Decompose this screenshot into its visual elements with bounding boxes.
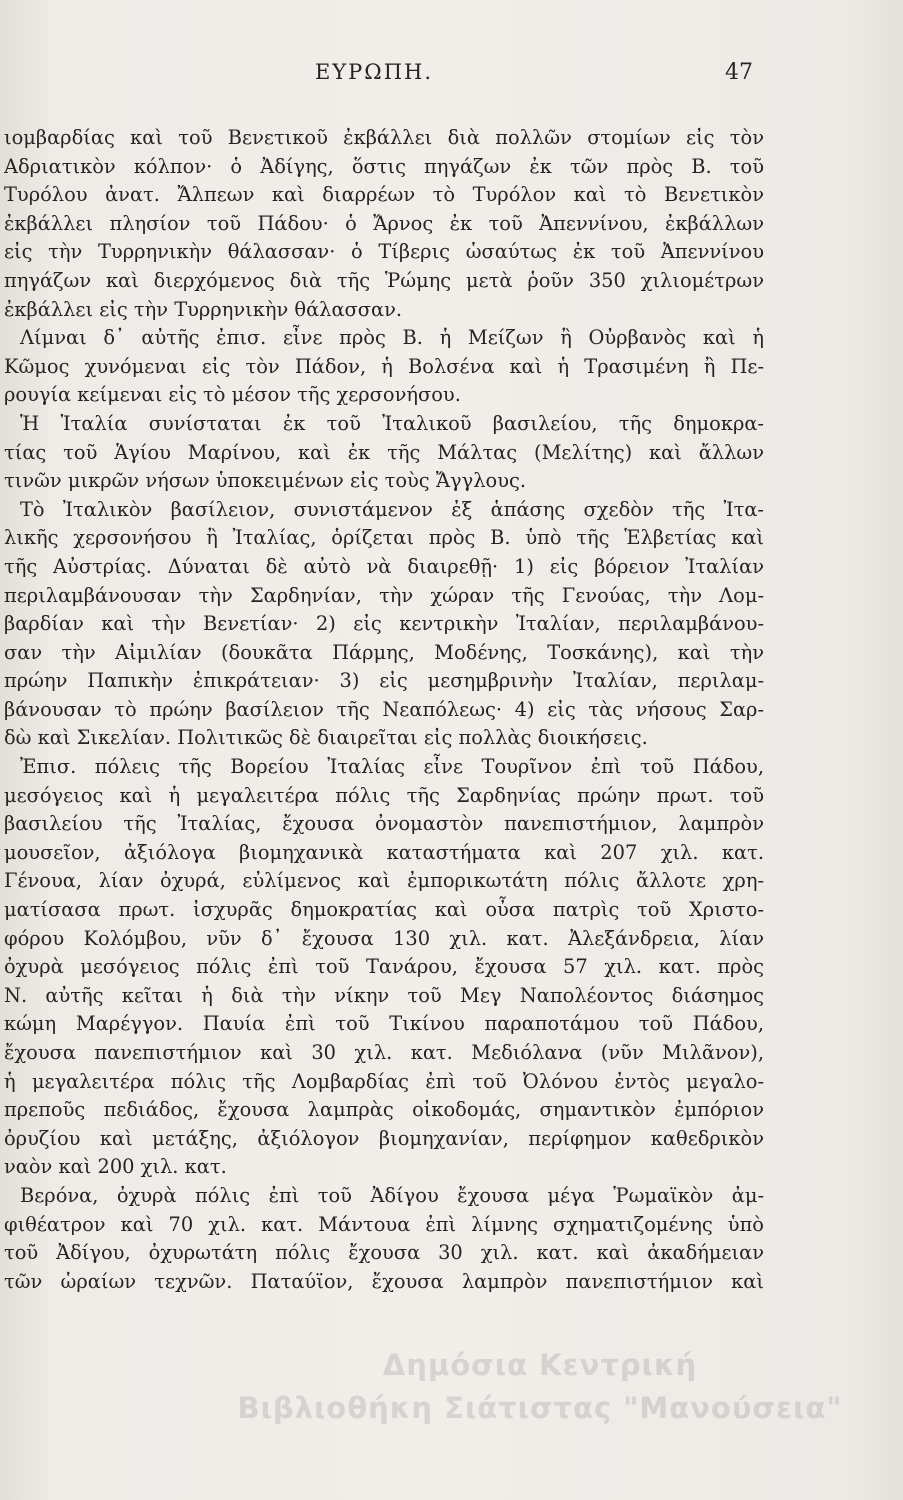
text-line: Τυρόλου ἀνατ. Ἄλπεων καὶ διαρρέων τὸ Τυρόλον καὶ τὸ Βενετικὸν	[4, 183, 764, 207]
text-line: φόρου Κολόμβου, νῦν δ᾽ ἔχουσα 130 χιλ. κατ. Ἀλεξάνδρεια, λίαν	[4, 926, 764, 950]
text-line: περιλαμβάνουσαν τὴν Σαρδηνίαν, τὴν χώραν τῆς Γενούας, τὴν Λομ-	[4, 583, 764, 607]
text-line: δὼ καὶ Σικελίαν. Πολιτικῶς δὲ διαιρεῖται εἰς πολλὰς διοικήσεις.	[4, 726, 648, 750]
text-line: πρεποῦς πεδιάδος, ἔχουσα λαμπρὰς οἰκοδομάς, σημαντικὸν ἐμπόριον	[4, 1098, 764, 1122]
text-line: βαρδίαν καὶ τὴν Βενετίαν· 2) εἰς κεντρικὴν Ἰταλίαν, περιλαμβάνου-	[4, 612, 764, 636]
text-line: ρουγία κείμεναι εἰς τὸ μέσον τῆς χερσονήσου.	[4, 383, 461, 407]
text-line: λικῆς χερσονήσου ἢ Ἰταλίας, ὁρίζεται πρὸς Β. ὑπὸ τῆς Ἑλβετίας καὶ	[4, 526, 764, 550]
text-line: πρώην Παπικὴν ἐπικράτειαν· 3) εἰς μεσημβρινὴν Ἰταλίαν, περιλαμ-	[4, 669, 764, 693]
text-line: τοῦ Ἀδίγου, ὀχυρωτάτη πόλις ἔχουσα 30 χιλ. κατ. καὶ ἀκαδήμειαν	[4, 1241, 764, 1265]
text-line: ὀχυρὰ μεσόγειος πόλις ἐπὶ τοῦ Τανάρου, ἔχουσα 57 χιλ. κατ. πρὸς	[4, 955, 764, 979]
library-watermark-line-1: Δημόσια Κεντρική	[382, 1348, 698, 1382]
running-head-title: ΕΥΡΩΠΗ.	[314, 60, 434, 84]
running-head	[0, 60, 903, 100]
text-line: ιομβαρδίας καὶ τοῦ Βενετικοῦ ἐκβάλλει διὰ πολλῶν στομίων εἰς τὸν	[4, 126, 764, 149]
text-line: ὀρυζίου καὶ μετάξης, ἀξιόλογον βιομηχανίαν, περίφημον καθεδρικὸν	[4, 1126, 764, 1150]
text-line: τίας τοῦ Ἁγίου Μαρίνου, καὶ ἐκ τῆς Μάλτας (Μελίτης) καὶ ἄλλων	[4, 440, 764, 464]
text-line: βάνουσαν τὸ πρώην βασίλειον τῆς Νεαπόλεως· 4) εἰς τὰς νήσους Σαρ-	[4, 697, 764, 721]
library-watermark-line-2: Βιβλιοθήκη Σιάτιστας "Μανούσεια"	[237, 1391, 843, 1425]
text-line: Ν. αὐτῆς κεῖται ἡ διὰ τὴν νίκην τοῦ Μεγ Ναπολέοντος διάσημος	[4, 983, 764, 1007]
text-line: τῶν ὡραίων τεχνῶν. Παταύϊον, ἔχουσα λαμπρὸν πανεπιστήμιον καὶ	[4, 1269, 764, 1293]
text-line: κώμη Μαρέγγον. Παυία ἐπὶ τοῦ Τικίνου παραποτάμου τοῦ Πάδου,	[4, 1012, 764, 1036]
text-line: βασιλείου τῆς Ἰταλίας, ἔχουσα ὀνομαστὸν πανεπιστήμιον, λαμπρὸν	[4, 812, 764, 836]
text-line: ματίσασα πρωτ. ἰσχυρᾶς δημοκρατίας καὶ οὖσα πατρὶς τοῦ Χριστο-	[4, 898, 764, 922]
text-line: Βερόνα, ὀχυρὰ πόλις ἐπὶ τοῦ Ἀδίγου ἔχουσα μέγα Ῥωμαϊκὸν ἀμ-	[20, 1183, 764, 1207]
text-line: ἡ μεγαλειτέρα πόλις τῆς Λομβαρδίας ἐπὶ τοῦ Ὀλόνου ἐντὸς μεγαλο-	[4, 1069, 764, 1093]
text-line: Λίμναι δ᾽ αὐτῆς ἐπισ. εἶνε πρὸς Β. ἡ Μείζων ἢ Οὐρβανὸς καὶ ἡ	[20, 326, 764, 350]
text-line: ἐκβάλλει εἰς τὴν Τυρρηνικὴν θάλασσαν.	[4, 297, 403, 321]
text-line: τινῶν μικρῶν νήσων ὑποκειμένων εἰς τοὺς Ἄγγλους.	[4, 469, 527, 493]
text-line: μεσόγειος καὶ ἡ μεγαλειτέρα πόλις τῆς Σαρδηνίας πρώην πρωτ. τοῦ	[4, 783, 764, 807]
text-line: σαν τὴν Αἰμιλίαν (δουκᾶτα Πάρμης, Μοδένης, Τοσκάνης), καὶ τὴν	[4, 640, 764, 664]
body-text	[4, 124, 764, 1296]
text-line: μουσεῖον, ἀξιόλογα βιομηχανικὰ καταστήματα καὶ 207 χιλ. κατ.	[4, 840, 764, 864]
text-line: ἔχουσα πανεπιστήμιον καὶ 30 χιλ. κατ. Μεδιόλανα (νῦν Μιλᾶνον),	[4, 1041, 764, 1064]
text-line: Αδριατικὸν κόλπον· ὁ Ἀδίγης, ὅστις πηγάζων ἐκ τῶν πρὸς Β. τοῦ	[4, 154, 764, 178]
text-line: πηγάζων καὶ διερχόμενος διὰ τῆς Ῥώμης μετὰ ῥοῦν 350 χιλιομέτρων	[4, 268, 764, 292]
text-line: Τὸ Ἰταλικὸν βασίλειον, συνιστάμενον ἐξ ἁπάσης σχεδὸν τῆς Ἰτα-	[20, 497, 764, 521]
text-line: τῆς Αὐστρίας. Δύναται δὲ αὐτὸ νὰ διαιρεθῇ· 1) εἰς βόρειον Ἰταλίαν	[4, 554, 764, 578]
text-line: Κῶμος χυνόμεναι εἰς τὸν Πάδον, ἡ Βολσένα καὶ ἡ Τρασιμένη ἢ Πε-	[4, 354, 764, 378]
text-line: Ἡ Ἰταλία συνίσταται ἐκ τοῦ Ἰταλικοῦ βασιλείου, τῆς δημοκρα-	[20, 411, 764, 435]
text-line: ναὸν καὶ 200 χιλ. κατ.	[4, 1155, 227, 1179]
text-line: Γένουα, λίαν ὀχυρά, εὐλίμενος καὶ ἐμπορικωτάτη πόλις ἄλλοτε χρη-	[4, 869, 764, 893]
page-number: 47	[725, 60, 753, 85]
text-line: εἰς τὴν Τυρρηνικὴν θάλασσαν· ὁ Τίβερις ὡσαύτως ἐκ τοῦ Ἀπεννίνου	[4, 240, 764, 264]
text-line: Ἐπισ. πόλεις τῆς Βορείου Ἰταλίας εἶνε Τουρῖνον ἐπὶ τοῦ Πάδου,	[20, 755, 764, 779]
text-line: ἐκβάλλει πλησίον τοῦ Πάδου· ὁ Ἄρνος ἐκ τοῦ Ἀπεννίνου, ἐκβάλλων	[4, 211, 764, 235]
text-line: φιθέατρον καὶ 70 χιλ. κατ. Μάντουα ἐπὶ λίμνης σχηματιζομένης ὑπὸ	[4, 1212, 764, 1236]
